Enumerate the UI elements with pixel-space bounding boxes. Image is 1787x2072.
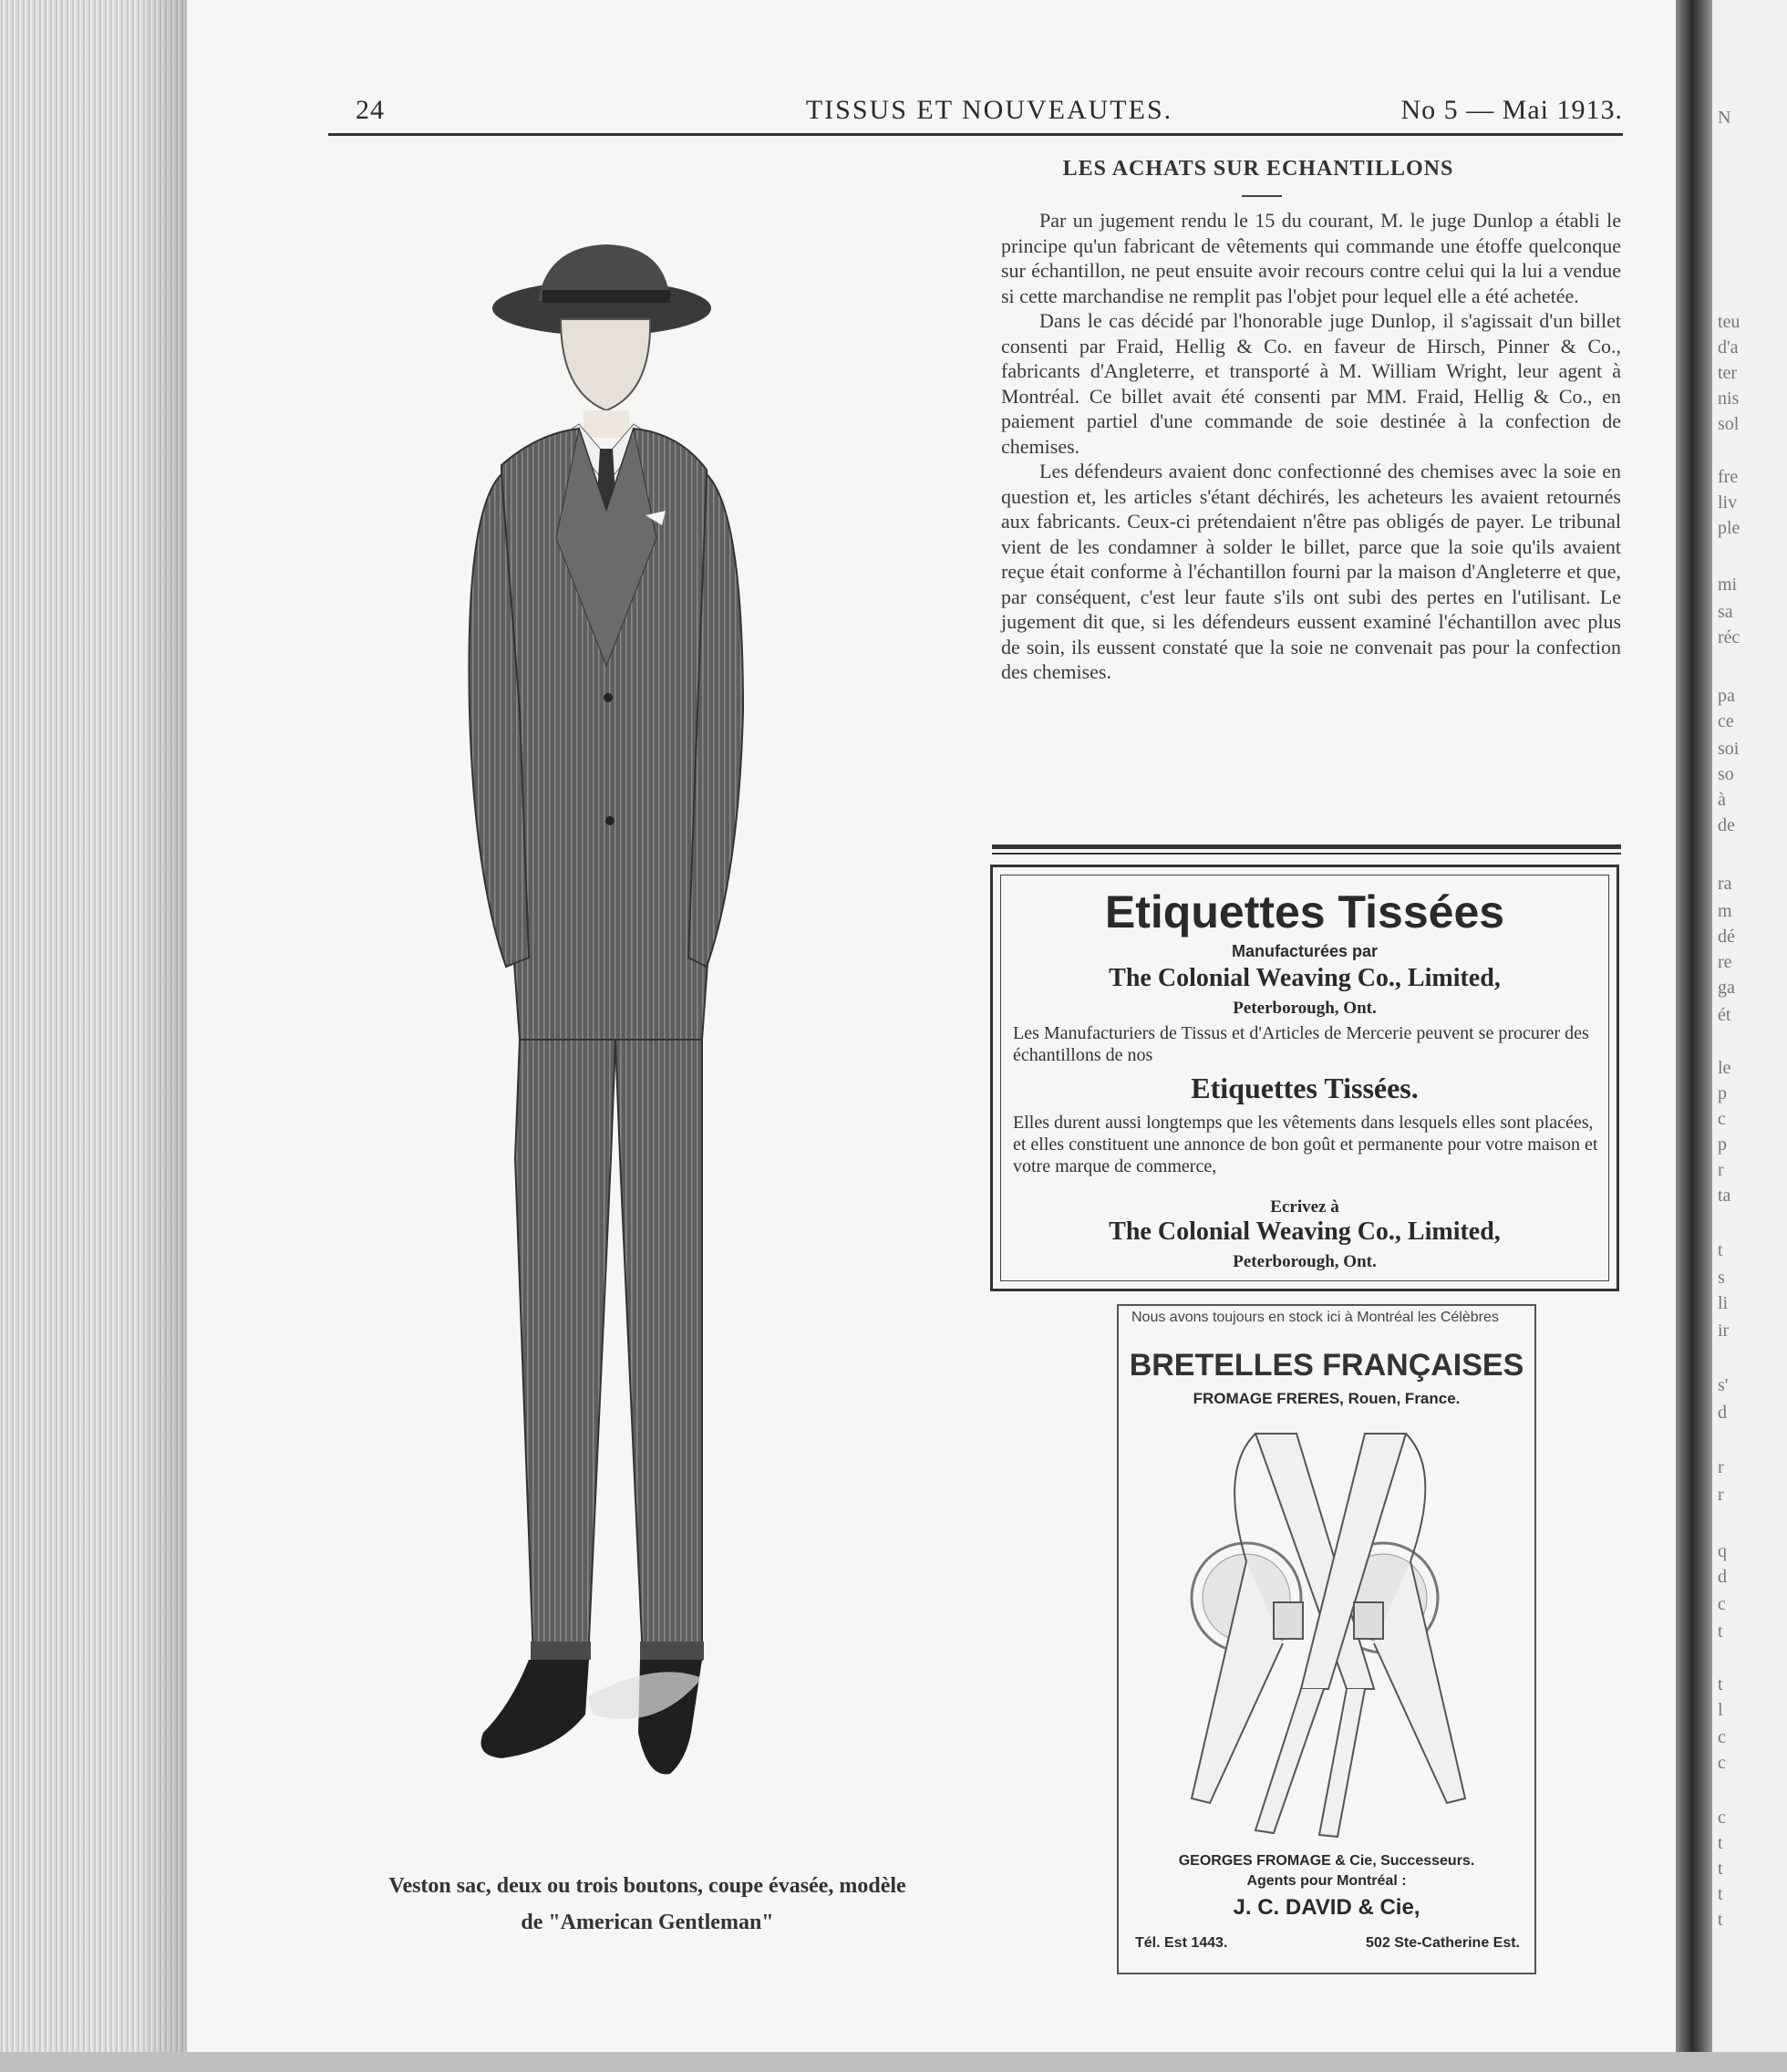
adjacent-page-text: p: [1718, 1134, 1727, 1155]
ad-intro: Les Manufacturiers de Tissus et d'Articles de Mercerie peuvent se procurer des échantillons de nos: [1013, 1023, 1589, 1065]
ad-city: Peterborough, Ont.: [1233, 1252, 1377, 1271]
section-rule: [992, 844, 1621, 849]
ad-successors: GEORGES FROMAGE & Cie, Successeurs.: [1178, 1853, 1475, 1869]
ad-stock-line: Nous avons toujours en stock ici à Montréal les Célèbres: [1131, 1310, 1499, 1325]
adjacent-page-text: r: [1718, 1457, 1724, 1477]
article-paragraph: Les défendeurs avaient donc confectionné des chemises avec la soie en question et, les articles s'étant déchirés, les acheteurs les avaient retournés aux fabricants. Ceux-ci prétendaient n'être pas obligés de payer. Le tribunal vient de les condamner à solder le billet, parce que la soie qu'ils avaient reçue était conforme à l'échantillon fourni par la maison d'Angleterre et que, par conséquent, c'est leur faute s'ils ont subi des pertes en l'utilisant. Le jugement dit que, si les défendeurs eussent examiné l'échantillon avec plus de soin, ils eussent constaté que la soie ne convenait pas pour la confection des chemises.: [1001, 460, 1621, 683]
adjacent-page-text: t: [1718, 1859, 1723, 1879]
scan-bottom-edge: [0, 2052, 1787, 2072]
adjacent-page-text: r: [1718, 1485, 1724, 1505]
adjacent-page-text: c: [1718, 1109, 1726, 1129]
ad-subheadline: Etiquettes Tissées.: [1191, 1072, 1419, 1104]
adjacent-page-text: t: [1718, 1833, 1723, 1853]
adjacent-page-text: nis: [1718, 388, 1740, 409]
adjacent-page-text: mi: [1718, 575, 1738, 595]
adjacent-page-text: t: [1718, 1884, 1723, 1904]
adjacent-page-text: ra: [1718, 874, 1732, 894]
adjacent-page-text: soi: [1718, 739, 1740, 759]
article-title: LES ACHATS SUR ECHANTILLONS: [1062, 157, 1454, 181]
adjacent-page-text: p: [1718, 1083, 1727, 1103]
adjacent-page-text: re: [1718, 952, 1732, 972]
adjacent-page-text: sol: [1718, 414, 1740, 434]
adjacent-page-text: fre: [1718, 467, 1739, 487]
running-header: [356, 95, 1623, 131]
suit-illustration: [429, 237, 811, 1851]
adjacent-page-text: dé: [1718, 927, 1735, 947]
adjacent-page-text: teu: [1718, 312, 1741, 332]
caption-line: Veston sac, deux ou trois boutons, coupe évasée, modèle: [388, 1874, 906, 1898]
section-rule: [992, 853, 1621, 855]
adjacent-page-text: t: [1718, 1621, 1723, 1642]
adjacent-page-text: c: [1718, 1727, 1726, 1747]
adjacent-page-text: s': [1718, 1375, 1729, 1395]
adjacent-page-text: ét: [1718, 1005, 1731, 1025]
adjacent-page-text: t: [1718, 1240, 1723, 1260]
adjacent-page-text: t: [1718, 1674, 1723, 1694]
title-rule: [1242, 195, 1282, 197]
adjacent-page-text: d'a: [1718, 337, 1739, 357]
ad-agent-name: J. C. DAVID & Cie,: [1233, 1895, 1420, 1920]
adjacent-page-text: ga: [1718, 978, 1735, 998]
adjacent-page-text: réc: [1718, 627, 1741, 648]
adjacent-page-text: ta: [1718, 1186, 1731, 1206]
article-paragraph: Dans le cas décidé par l'honorable juge Dunlop, il s'agissait d'un billet consenti par Fraid, Hellig & Co. en faveur de Hirsch, Pinner & Co., fabricants d'Angleterre, et transporté à M. William Wright, leur agent à Montréal. Ce billet avait été consenti par MM. Fraid, Hellig & Co., en paiement partiel d'une commande de soie destinée à la confection de chemises.: [1001, 309, 1621, 458]
ad-address: 502 Ste-Catherine Est.: [1366, 1935, 1520, 1951]
adjacent-page-text: ce: [1718, 711, 1734, 731]
adjacent-page-text: à: [1718, 790, 1726, 810]
article-paragraph: Par un jugement rendu le 15 du courant, M. le juge Dunlop a établi le principe qu'un fabricant de vêtements qui commande une étoffe quelconque sur échantillon, ne peut ensuite avoir recours contre celui qui la lui a vendue si cette marchandise ne remplit pas l'objet pour lequel elle a été achetée.: [1001, 209, 1621, 307]
ad-maker: FROMAGE FRERES, Rouen, France.: [1193, 1390, 1461, 1407]
adjacent-page-text: s: [1718, 1268, 1725, 1288]
adjacent-page-text: de: [1718, 815, 1735, 835]
illustration-caption: [337, 1868, 957, 1941]
ad-phone: Tél. Est 1443.: [1135, 1935, 1228, 1951]
header-rule: [328, 133, 1623, 136]
ad-company: The Colonial Weaving Co., Limited,: [1109, 964, 1501, 992]
issue-date: No 5 — Mai 1913.: [1400, 95, 1623, 125]
adjacent-page-text: t: [1718, 1910, 1723, 1930]
adjacent-page-text: d: [1718, 1567, 1727, 1587]
ad-company: The Colonial Weaving Co., Limited,: [1109, 1217, 1501, 1246]
adjacent-page-text: N: [1718, 108, 1731, 128]
adjacent-page-text: ple: [1718, 518, 1741, 538]
suspenders-illustration: [1137, 1415, 1520, 1844]
adjacent-page-text: le: [1718, 1058, 1731, 1078]
adjacent-page-text: l: [1718, 1700, 1723, 1720]
adjacent-page-text: pa: [1718, 686, 1735, 706]
adjacent-page-text: so: [1718, 764, 1734, 784]
page-number: 24: [356, 95, 385, 125]
adjacent-page-text: ir: [1718, 1321, 1730, 1341]
ad-body: Elles durent aussi longtemps que les vêtements dans lesquels elles sont placées, et elles constituent une annonce de bon goût et permanente pour votre maison et votre marque de commerce,: [1013, 1113, 1598, 1176]
ad-agents: Agents pour Montréal :: [1246, 1873, 1407, 1889]
adjacent-page-text: c: [1718, 1808, 1726, 1828]
advertisement-woven-labels: [990, 865, 1619, 1291]
adjacent-page-text: m: [1718, 901, 1732, 921]
book-gutter: [1676, 0, 1712, 2072]
adjacent-page-text: liv: [1718, 492, 1738, 513]
adjacent-page-text: d: [1718, 1403, 1727, 1423]
ad-headline: Etiquettes Tissées: [1104, 886, 1505, 938]
adjacent-page-text: r: [1718, 1160, 1724, 1180]
adjacent-page-text: ter: [1718, 363, 1738, 383]
adjacent-page-text: q: [1718, 1541, 1727, 1561]
adjacent-page-text: li: [1718, 1293, 1729, 1313]
ad-headline: BRETELLES FRANÇAISES: [1129, 1348, 1524, 1383]
adjacent-page-text: sa: [1718, 602, 1733, 622]
publication-title: TISSUS ET NOUVEAUTES.: [805, 95, 1173, 125]
ad-write-to: Ecrivez à: [1270, 1197, 1339, 1217]
ad-manufactured-by: Manufacturées par: [1231, 942, 1379, 960]
article-body: [1001, 208, 1621, 685]
ad-city: Peterborough, Ont.: [1233, 999, 1377, 1018]
adjacent-page-text: c: [1718, 1753, 1726, 1773]
adjacent-page: [1712, 0, 1787, 2072]
page-shadow: [137, 0, 191, 2072]
advertisement-suspenders: [1117, 1304, 1536, 1974]
adjacent-page-text: c: [1718, 1594, 1726, 1614]
caption-line: de "American Gentleman": [521, 1911, 774, 1934]
